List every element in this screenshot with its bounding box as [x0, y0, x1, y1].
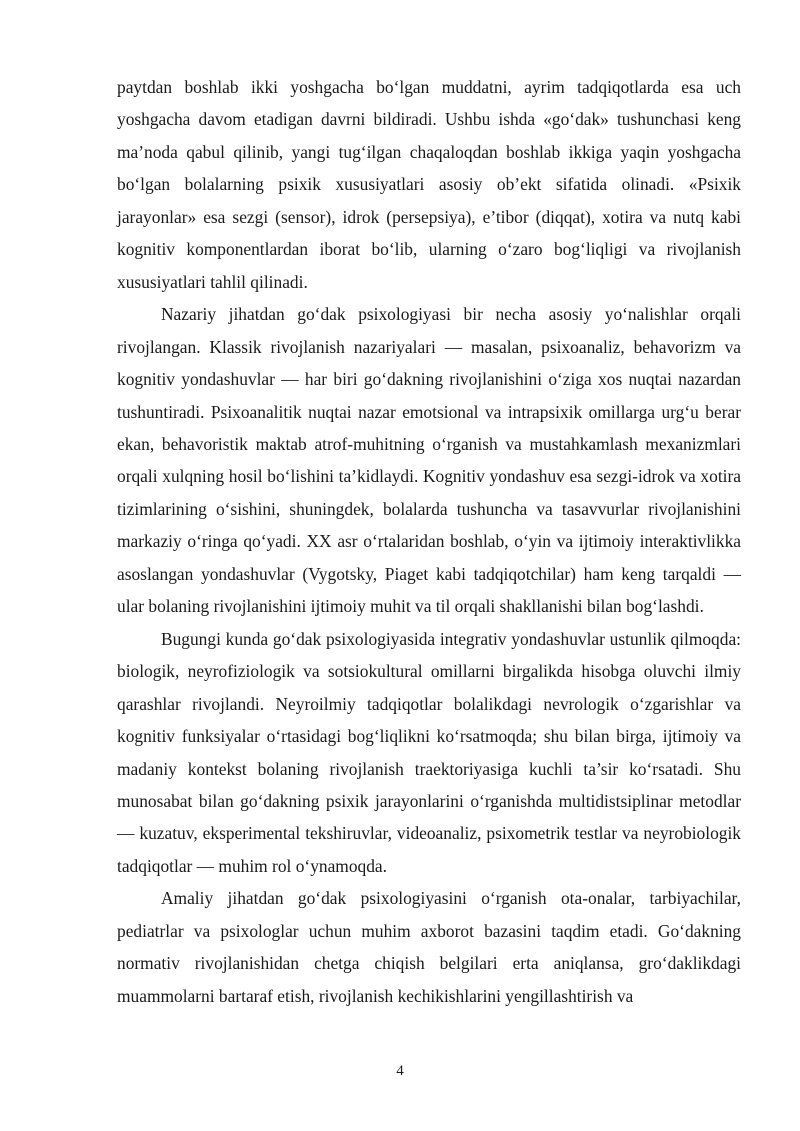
page-number: 4: [396, 1063, 404, 1079]
document-body: [117, 71, 741, 1012]
paragraph-theoretical-approaches: Nazariy jihatdan go‘dak psixologiyasi bir necha asosiy yo‘nalishlar orqali rivojlangan. Klassik rivojlanish nazariyalari — masalan, psixoanaliz, behavorizm va kognitiv yondashuvlar — har biri go‘dakning rivojlanishini o‘ziga xos nuqtai nazardan tushuntiradi. Psixoanalitik nuqtai nazar emotsional va intrapsixik omillarga urg‘u berar ekan, behavoristik maktab atrof-muhitning o‘rganish va mustahkamlash mexanizmlari orqali xulqning hosil bo‘lishini ta’kidlaydi. Kognitiv yondashuv esa sezgi-idrok va xotira tizimlarining o‘sishini, shuningdek, bolalarda tushuncha va tasavvurlar rivojlanishini markaziy o‘ringa qo‘yadi. XX asr o‘rtalaridan boshlab, o‘yin va ijtimoiy interaktivlikka asoslangan yondashuvlar (Vygotsky, Piaget kabi tadqiqotchilar) ham keng tarqaldi — ular bolaning rivojlanishini ijtimoiy muhit va til orqali shakllanishi bilan bog‘lashdi.: [117, 304, 741, 617]
paragraph-continuation: paytdan boshlab ikki yoshgacha bo‘lgan muddatni, ayrim tadqiqotlarda esa uch yoshgacha davom etadigan davrni bildiradi. Ushbu ishda «go‘dak» tushunchasi keng ma’noda qabul qilinib, yangi tug‘ilgan chaqaloqdan boshlab ikkiga yaqin yoshgacha bo‘lgan bolalarning psixik xususiyatlari asosiy ob’ekt sifatida olinadi. «Psixik jarayonlar» esa sezgi (sensor), idrok (persepsiya), e’tibor (diqqat), xotira va nutq kabi kognitiv komponentlardan iborat bo‘lib, ularning o‘zaro bog‘liqligi va rivojlanish xususiyatlari tahlil qilinadi.: [117, 77, 741, 292]
paragraph-practical-significance: Amaliy jihatdan go‘dak psixologiyasini o‘rganish ota-onalar, tarbiyachilar, pediatrlar va psixologlar uchun muhim axborot bazasini taqdim etadi. Go‘dakning normativ rivojlanishidan chetga chiqish belgilari erta aniqlansa, gro‘daklikdagi muammolarni bartaraf etish, rivojlanish kechikishlarini yengillashtirish va: [117, 888, 741, 1006]
paragraph-integrative-approaches: Bugungi kunda go‘dak psixologiyasida integrativ yondashuvlar ustunlik qilmoqda: biologik, neyrofiziologik va sotsiokultural omillarni birgalikda hisobga oluvchi ilmiy qarashlar rivojlandi. Neyroilmiy tadqiqotlar bolalikdagi nevrologik o‘zgarishlar va kognitiv funksiyalar o‘rtasidagi bog‘liqlikni ko‘rsatmoqda; shu bilan birga, ijtimoiy va madaniy kontekst bolaning rivojlanish traektoriyasiga kuchli ta’sir ko‘rsatadi. Shu munosabat bilan go‘dakning psixik jarayonlarini o‘rganishda multidistsiplinar metodlar — kuzatuv, eksperimental tekshiruvlar, videoanaliz, psixometrik testlar va neyrobiologik tadqiqotlar — muhim rol o‘ynamoqda.: [117, 628, 741, 876]
